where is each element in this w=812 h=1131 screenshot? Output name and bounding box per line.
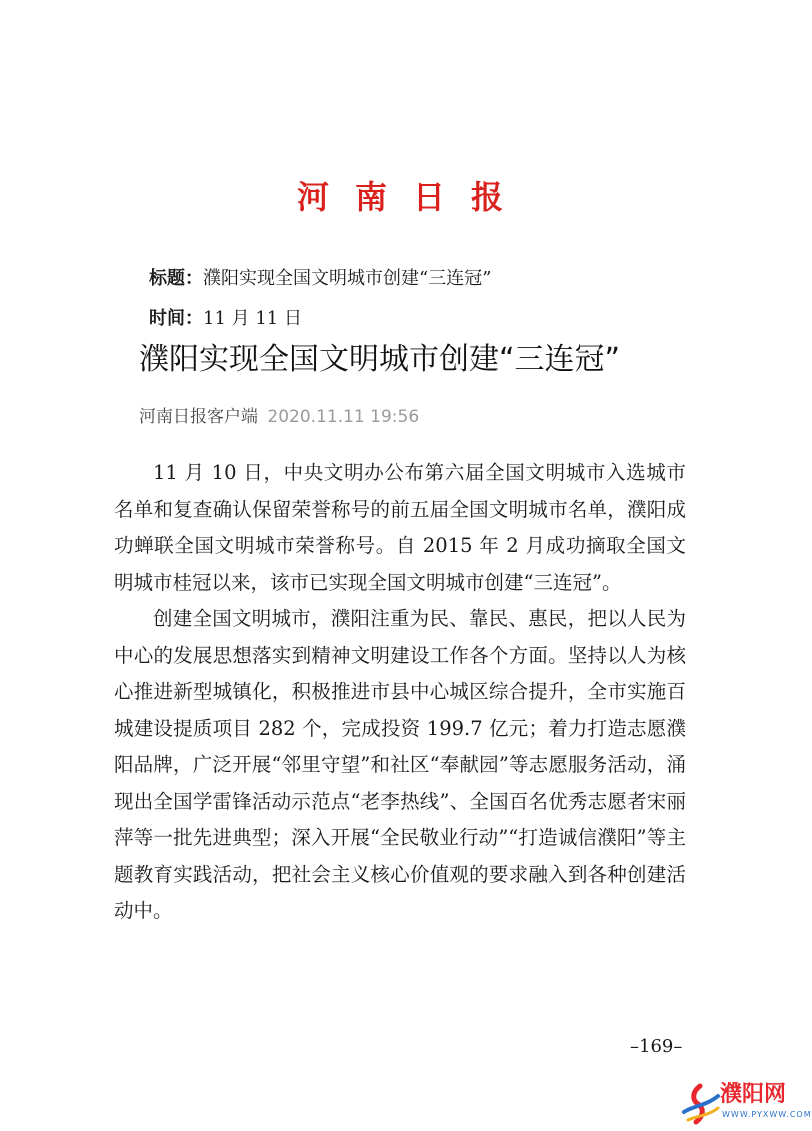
watermark-site-name: 濮阳网	[720, 1082, 787, 1107]
byline-source: 河南日报客户端	[139, 407, 258, 427]
article-paragraph: 11 月 10 日，中央文明办公布第六届全国文明城市入选城市名单和复查确认保留荣誉称号的前五届全国文明城市名单，濮阳成功蝉联全国文明城市荣誉称号。自 2015 年 2 月成功摘取全国文明城市桂冠以来，该市已实现全国文明城市创建“三连冠”。	[114, 461, 686, 594]
byline-timestamp: 2020.11.11 19:56	[267, 407, 420, 427]
watermark-site-url: WWW.PYXWW.COM	[722, 1110, 812, 1119]
meta-title-label: 标题：	[149, 268, 203, 289]
page-number: –169–	[630, 1036, 683, 1057]
newspaper-masthead: 河南日报	[296, 178, 529, 216]
article-byline	[139, 405, 419, 429]
article-paragraph: 创建全国文明城市，濮阳注重为民、靠民、惠民，把以人民为中心的发展思想落实到精神文明建设工作各个方面。坚持以人为核心推进新型城镇化，积极推进市县中心城区综合提升，全市实施百城建设提质项目 282 个，完成投资 199.7 亿元；着力打造志愿濮阳品牌，广泛开展“邻里守望”和社区“奉献园”等志愿服务活动，涌现出全国学雷锋活动示范点“老李热线”、全国百名优秀志愿者宋丽萍等一批先进典型；深入开展“全民敬业行动”“打造诚信濮阳”等主题教育实践活动，把社会主义核心价值观的要求融入到各种创建活动中。	[114, 607, 686, 922]
article-body	[114, 455, 686, 930]
meta-time-label: 时间：	[149, 308, 203, 329]
meta-time-line	[149, 307, 302, 331]
meta-title-line	[149, 267, 491, 291]
meta-title-value: 濮阳实现全国文明城市创建“三连冠”	[203, 268, 492, 289]
article-headline: 濮阳实现全国文明城市创建“三连冠”	[139, 342, 621, 377]
meta-time-value: 11 月 11 日	[203, 308, 302, 329]
site-watermark	[678, 1080, 812, 1128]
pyxww-logo-icon	[678, 1082, 722, 1126]
